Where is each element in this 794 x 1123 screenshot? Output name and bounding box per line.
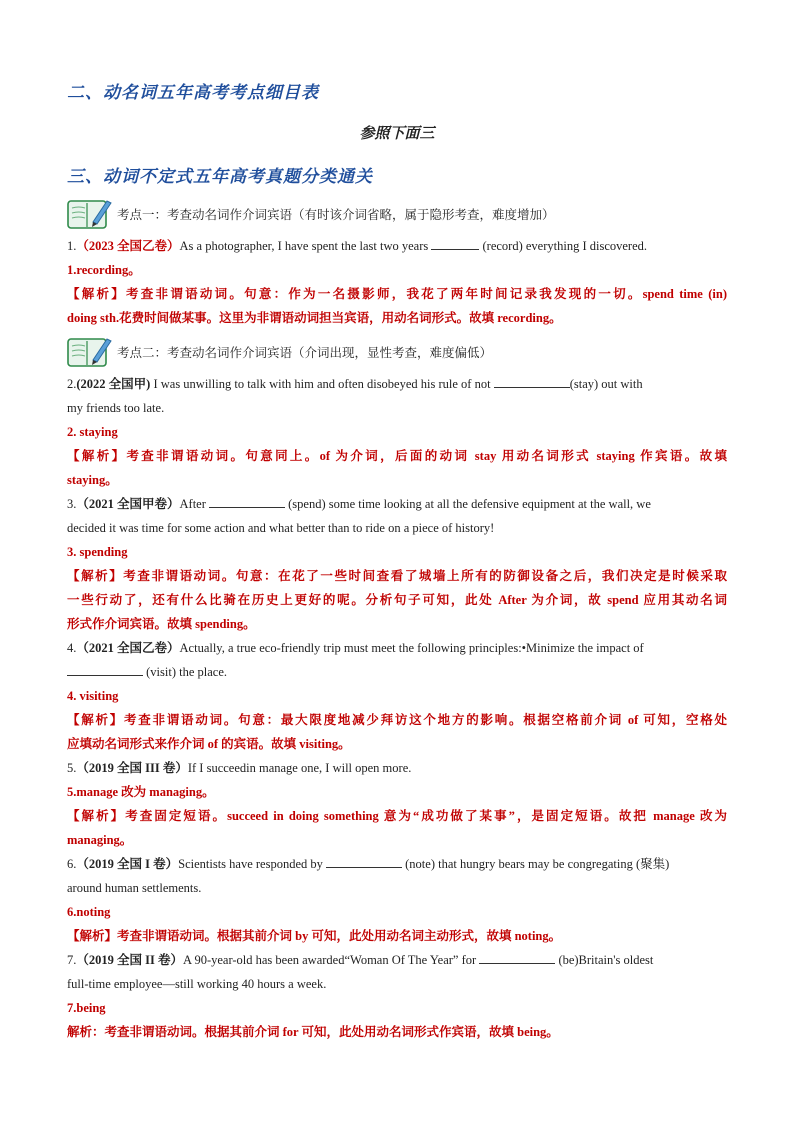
answer-4: 4. visiting: [67, 689, 119, 703]
explanation-3-line2: 一些行动了，还有什么比骑在历史上更好的呢。分析句子可知，此处 After 为介词，故 spend 应用其动名词: [67, 593, 727, 607]
question-1: 1.（2023 全国乙卷）As a photographer, I have spent the last two years (record) everything I discovered.: [67, 239, 648, 253]
answer-5: 5.manage 改为 managing。: [67, 785, 215, 799]
explanation-1-line1: 【解析】考查非谓语动词。句意：作为一名摄影师，我花了两年时间记录我发现的一切。spend time (in): [67, 287, 727, 301]
refer-note: 参照下面三: [359, 124, 435, 142]
answer-2: 2. staying: [67, 425, 118, 439]
question-6-line2: around human settlements.: [67, 881, 202, 895]
explanation-2-line2: staying。: [67, 473, 118, 487]
explanation-1-line2: doing sth.花费时间做某事。这里为非谓语动词担当宾语，用动名词形式。故填 recording。: [67, 311, 562, 325]
answer-blank[interactable]: [326, 855, 402, 868]
question-6: 6.（2019 全国 I 卷）Scientists have responded by (note) that hungry bears may be congregating (聚集): [67, 857, 670, 871]
explanation-3-line1: 【解析】考查非谓语动词。句意：在花了一些时间查看了城墙上所有的防御设备之后，我们决定是时候采取: [67, 569, 727, 583]
explanation-4-line1: 【解析】考查非谓语动词。句意：最大限度地减少拜访这个地方的影响。根据空格前介词 of 可知，空格处: [67, 713, 727, 727]
question-7: 7.（2019 全国 II 卷）A 90-year-old has been awarded“Woman Of The Year” for (be)Britain's oldest: [67, 953, 654, 967]
kaodian-2: [67, 335, 492, 369]
question-4-line2: (visit) the place.: [67, 660, 727, 684]
question-4: 4.（2021 全国乙卷）Actually, a true eco-friendly trip must meet the following principles:•Minimize the impact of: [67, 641, 644, 655]
answer-blank[interactable]: [494, 375, 570, 388]
answer-blank[interactable]: [431, 237, 479, 250]
kaodian-2-text: 考点二：考查动名词作介词宾语（介词出现，显性考查，难度偏低）: [117, 346, 493, 360]
section-heading-three: 三、动词不定式五年高考真题分类通关: [67, 167, 373, 187]
question-3-line2: decided it was time for some action and what better than to ride on a piece of history!: [67, 521, 495, 535]
explanation-5-line2: managing。: [67, 833, 133, 847]
explanation-4-line2: 应填动名词形式来作介词 of 的宾语。故填 visiting。: [67, 737, 351, 751]
explanation-7-line1: 解析：考查非谓语动词。根据其前介词 for 可知，此处用动名词形式作宾语，故填 being。: [67, 1025, 559, 1039]
notebook-pencil-icon: [67, 198, 113, 230]
answer-6: 6.noting: [67, 905, 111, 919]
explanation-6-line1: 【解析】考查非谓语动词。根据其前介词 by 可知，此处用动名词主动形式，故填 noting。: [67, 929, 562, 943]
answer-3: 3. spending: [67, 545, 128, 559]
answer-7: 7.being: [67, 1001, 106, 1015]
question-3: 3.（2021 全国甲卷）After (spend) some time looking at all the defensive equipment at the wall, we: [67, 497, 651, 511]
question-7-line2: full-time employee—still working 40 hours a week.: [67, 977, 327, 991]
answer-blank[interactable]: [67, 663, 143, 676]
answer-1: 1.recording。: [67, 263, 141, 277]
kaodian-1: [67, 197, 555, 231]
question-2: 2.(2022 全国甲) I was unwilling to talk with him and often disobeyed his rule of not (stay) out with: [67, 377, 643, 391]
explanation-5-line1: 【解析】考查固定短语。succeed in doing something 意为“成功做了某事”，是固定短语。故把 manage 改为: [67, 809, 727, 823]
question-2-line2: my friends too late.: [67, 401, 165, 415]
kaodian-1-text: 考点一：考查动名词作介词宾语（有时该介词省略，属于隐形考查，难度增加）: [117, 208, 555, 222]
explanation-3-line3: 形式作介词宾语。故填 spending。: [67, 617, 256, 631]
notebook-pencil-icon: [67, 336, 113, 368]
section-heading-two: 二、动名词五年高考考点细目表: [67, 83, 319, 103]
question-5: 5.（2019 全国 III 卷）If I succeedin manage one, I will open more.: [67, 761, 412, 775]
answer-blank[interactable]: [479, 951, 555, 964]
explanation-2-line1: 【解析】考查非谓语动词。句意同上。of 为介词，后面的动词 stay 用动名词形式 staying 作宾语。故填: [67, 449, 727, 463]
answer-blank[interactable]: [209, 495, 285, 508]
